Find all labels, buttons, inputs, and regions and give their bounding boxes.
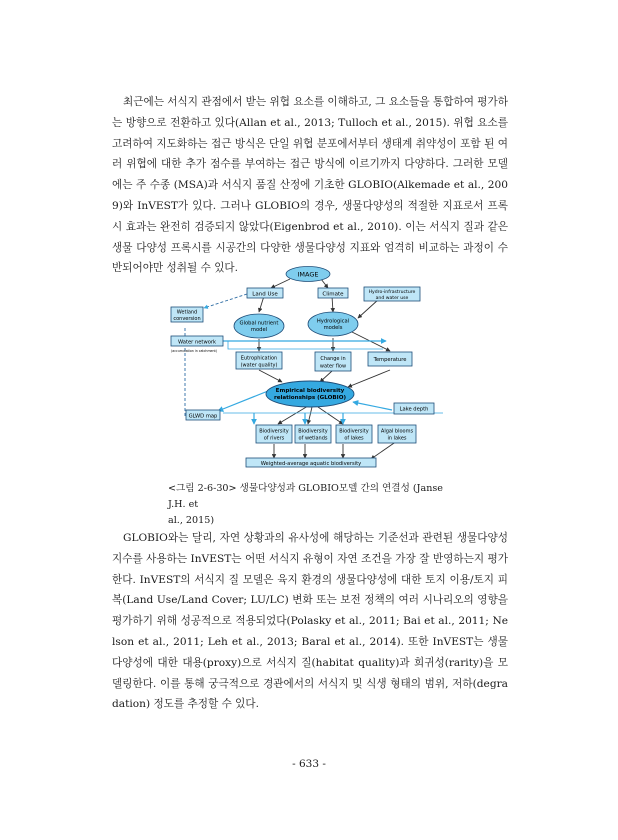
node-nutrient-label-2: model: [250, 327, 268, 333]
figure-caption: [168, 481, 458, 529]
node-flow-label-2: water flow: [319, 363, 347, 370]
node-water-network: [171, 336, 223, 353]
node-water-network-sublabel: (accumulation in catchment): [171, 349, 218, 353]
node-algal-label-1: Algal blooms: [380, 428, 414, 435]
node-hydrological-label-1: Hydrological: [316, 318, 350, 325]
node-change-in-water-flow: [315, 352, 351, 371]
node-globio-label-1: Empirical biodiversity: [275, 388, 345, 394]
node-wetlands-label-2: of wetlands: [298, 435, 328, 442]
body-paragraph-2: GLOBIO와는 달리, 자연 상황과의 유사성에 해당하는 기준선과 관련된 생물다양성 지수를 사용하는 InVEST는 어떤 서식지 유형이 자연 조건을 가장 잘 반영하는지 평가한다. InVEST의 서식지 질 모델은 육지 환경의 생물다양성에 대한 토지 이용/토지 피복(Land Use/Land Cover; LU/LC) 변화 또는 보전 정책의 여러 시나리오의 영향을 평가하기 위해 성공적으로 적용되었다(Polasky et al., 2011; Bai et al., 2011; Nelson et al., 2011; Leh et al., 2013; Baral et al., 2014). 또한 InVEST는 생물다양성에 대한 대용(proxy)으로 서식지 질(habitat quality)과 희귀성(rarity)을 모델링한다. 이를 통해 궁극적으로 경관에서의 서식지 및 식생 형태의 범위, 저하(degradation) 정도를 추정할 수 있다.: [112, 532, 508, 711]
node-global-nutrient-model: [234, 314, 284, 338]
figure-caption-line-1: <그림 2-6-30> 생물다양성과 GLOBIO모델 간의 연결성 (Janse J.H. et: [168, 483, 443, 510]
node-biodiversity-rivers: [256, 425, 292, 443]
node-climate-label: Climate: [322, 291, 344, 298]
page-number: - 633 -: [292, 758, 326, 770]
node-rivers-label-2: of rivers: [263, 435, 285, 442]
node-algal-blooms: [378, 425, 416, 443]
node-hydro-infrastructure-label-1: Hydro-infrastructure: [368, 290, 416, 295]
node-eutrophication-label-2: (water quality): [240, 362, 278, 369]
node-wetland-label-1: Wetland: [176, 309, 198, 316]
node-image: [286, 267, 330, 282]
node-temperature-label: Temperature: [373, 357, 407, 363]
node-rivers-label-1: Biodiversity: [259, 428, 289, 435]
node-biodiversity-lakes: [336, 425, 372, 443]
node-nutrient-label-1: Global nutrient: [239, 320, 279, 327]
node-climate: [318, 288, 348, 298]
node-wetland-conversion: [171, 307, 203, 322]
node-eutrophication-label-1: Eutrophication: [240, 355, 278, 362]
node-weighted-average: [246, 458, 376, 467]
node-temperature: [368, 352, 412, 366]
node-image-label: IMAGE: [297, 270, 319, 279]
node-lake-depth-label: Lake depth: [399, 406, 429, 413]
node-glwd-map: [186, 410, 220, 420]
figure-caption-line-2: al., 2015): [168, 515, 215, 526]
node-hydrological-models: [308, 312, 358, 336]
node-algal-label-2: in lakes: [387, 435, 407, 442]
node-globio: [266, 381, 354, 407]
node-weighted-label: Weighted-average aquatic biodiversity: [260, 460, 362, 467]
node-wetlands-label-1: Biodiversity: [298, 428, 328, 435]
node-biodiversity-wetlands: [295, 425, 331, 443]
node-hydrological-label-2: models: [323, 325, 343, 331]
node-globio-label-2: relationships (GLOBIO): [273, 395, 347, 401]
node-hydro-infrastructure-label-2: and water use: [375, 296, 409, 301]
node-lakes-label-2: of lakes: [344, 435, 364, 442]
body-paragraph-1: 최근에는 서식지 관점에서 받는 위협 요소를 이해하고, 그 요소들을 통합하여 평가하는 방향으로 전환하고 있다(Allan et al., 2013; Tulloch et al., 2015). 위협 요소를 고려하여 지도화하는 접근 방식은 단일 위협 분포에서부터 생태계 취약성이 포함 된 여러 위협에 대한 추가 점수를 부여하는 접근 방식에 이르기까지 다양하다. 그러한 모델에는 주 수종 (MSA)과 서식지 품질 산정에 기초한 GLOBIO(Alkemade et al., 2009)와 InVEST가 있다. 그러나 GLOBIO의 경우, 생물다양성의 적절한 지표로서 프록시 효과는 완전히 검증되지 않았다(Eigenbrod et al., 2010). 이는 서식지 질과 같은 생물 다양성 프록시를 시공간의 다양한 생물다양성 지표와 엄격히 비교하는 과정이 수반되어야만 성취될 수 있다.: [112, 96, 508, 275]
node-eutrophication: [236, 352, 282, 369]
node-lake-depth: [394, 403, 434, 414]
node-hydro-infrastructure: [364, 287, 420, 301]
node-land-use-label: Land Use: [252, 291, 278, 298]
node-glwd-label: GLWD map: [188, 413, 218, 420]
node-wetland-label-2: conversion: [173, 316, 201, 322]
node-water-network-label: Water network: [177, 339, 217, 346]
node-flow-label-1: Change in: [320, 356, 346, 362]
node-lakes-label-1: Biodiversity: [339, 428, 369, 435]
node-land-use: [247, 288, 283, 298]
globio-linkage-diagram: [168, 266, 452, 468]
